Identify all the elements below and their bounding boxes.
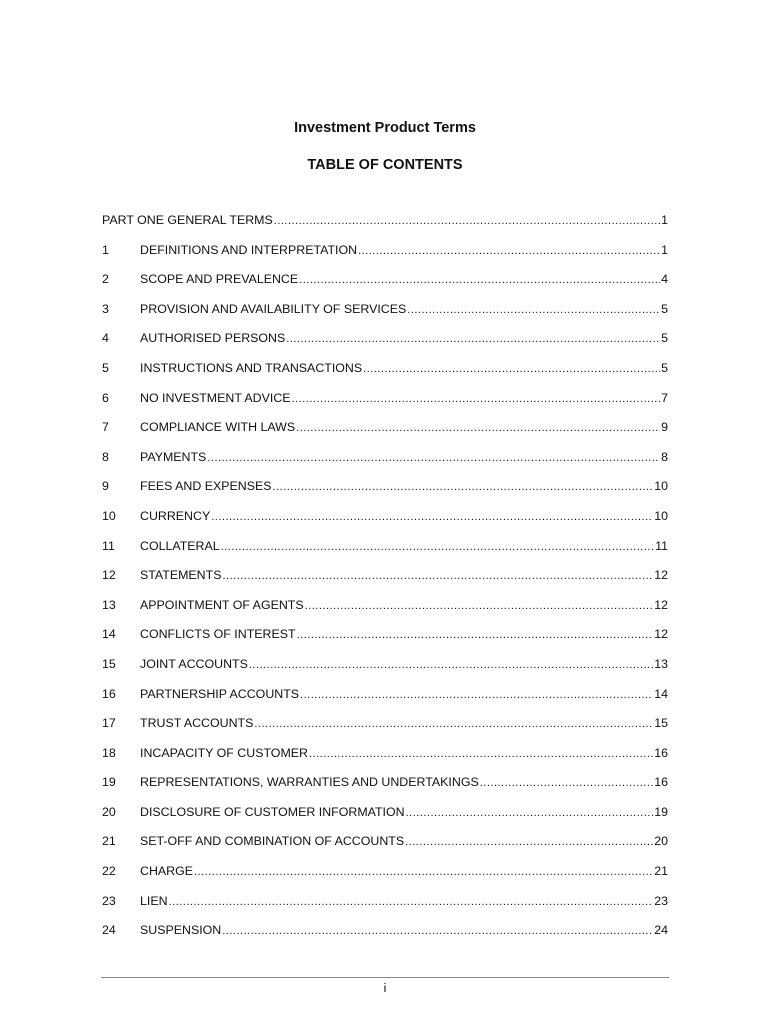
toc-entry[interactable] xyxy=(102,358,668,388)
toc-entry-number: 8 xyxy=(102,449,109,464)
toc-entry[interactable] xyxy=(102,595,668,625)
toc-dot-leader xyxy=(407,300,660,320)
toc-entry-title: TRUST ACCOUNTS xyxy=(140,716,254,731)
toc-entry-title: COMPLIANCE WITH LAWS xyxy=(140,420,296,435)
toc-entry[interactable] xyxy=(102,299,668,329)
toc-entry-page: 9 xyxy=(661,420,668,435)
toc-entry-number: 1 xyxy=(102,242,109,257)
toc-entry-number: 20 xyxy=(102,804,116,819)
table-of-contents xyxy=(102,210,668,950)
toc-dot-leader xyxy=(222,566,653,586)
toc-entry[interactable] xyxy=(102,269,668,299)
toc-dot-leader xyxy=(273,477,654,497)
toc-entry-title: PROVISION AND AVAILABILITY OF SERVICES xyxy=(140,301,407,316)
toc-entry-page: 14 xyxy=(654,686,668,701)
toc-entry-number: 7 xyxy=(102,420,109,435)
toc-entry[interactable] xyxy=(102,684,668,714)
toc-dot-leader xyxy=(211,507,653,527)
toc-dot-leader xyxy=(299,270,660,290)
toc-entry-title: SET-OFF AND COMBINATION OF ACCOUNTS xyxy=(140,834,405,849)
toc-entry-number: 2 xyxy=(102,272,109,287)
toc-entry[interactable] xyxy=(102,654,668,684)
toc-dot-leader xyxy=(221,537,654,557)
toc-entry-number: 12 xyxy=(102,568,116,583)
toc-entry[interactable] xyxy=(102,536,668,566)
toc-entry-page: 16 xyxy=(654,745,668,760)
footer-divider xyxy=(101,977,669,978)
toc-dot-leader xyxy=(292,389,661,409)
toc-entry-title: PAYMENTS xyxy=(140,449,207,464)
toc-entry-number: 3 xyxy=(102,301,109,316)
toc-entry[interactable] xyxy=(102,743,668,773)
toc-entry-title: REPRESENTATIONS, WARRANTIES AND UNDERTAKINGS xyxy=(140,775,479,790)
toc-entry[interactable] xyxy=(102,831,668,861)
toc-entry-page: 16 xyxy=(654,775,668,790)
toc-entry-title: PART ONE GENERAL TERMS xyxy=(102,213,273,227)
toc-entry-page: 10 xyxy=(654,508,668,523)
toc-entry[interactable] xyxy=(102,328,668,358)
toc-dot-leader xyxy=(286,329,660,349)
toc-entry-page: 24 xyxy=(654,923,668,938)
toc-entry-page: 10 xyxy=(654,479,668,494)
toc-dot-leader xyxy=(297,625,654,645)
toc-entry-page: 23 xyxy=(654,893,668,908)
toc-entry[interactable] xyxy=(102,565,668,595)
toc-entry-number: 22 xyxy=(102,864,116,879)
toc-entry-title: INSTRUCTIONS AND TRANSACTIONS xyxy=(140,360,363,375)
toc-entry-title: CURRENCY xyxy=(140,508,211,523)
toc-entry[interactable] xyxy=(102,624,668,654)
toc-entry-page: 12 xyxy=(654,627,668,642)
toc-entry-page: 20 xyxy=(654,834,668,849)
toc-entry[interactable] xyxy=(102,891,668,921)
toc-dot-leader xyxy=(305,596,654,616)
toc-dot-leader xyxy=(405,832,653,852)
toc-entry-title: CONFLICTS OF INTEREST xyxy=(140,627,296,642)
toc-entry-page: 19 xyxy=(654,804,668,819)
toc-entry-title: APPOINTMENT OF AGENTS xyxy=(140,597,304,612)
toc-entry-title: CHARGE xyxy=(140,864,194,879)
toc-entry-number: 13 xyxy=(102,597,116,612)
toc-entry-number: 16 xyxy=(102,686,116,701)
toc-entry-page: 11 xyxy=(655,538,668,553)
toc-entry[interactable] xyxy=(102,861,668,891)
toc-entry-number: 19 xyxy=(102,775,116,790)
toc-dot-leader xyxy=(207,448,660,468)
toc-dot-leader xyxy=(296,418,660,438)
toc-entry-title: JOINT ACCOUNTS xyxy=(140,656,248,671)
toc-heading: TABLE OF CONTENTS xyxy=(307,157,463,173)
toc-entry-number: 23 xyxy=(102,893,116,908)
toc-entry-page: 5 xyxy=(661,360,668,375)
toc-entry-page: 12 xyxy=(654,568,668,583)
toc-entry-title: LIEN xyxy=(140,893,168,908)
toc-entry-page: 7 xyxy=(661,390,668,405)
toc-entry[interactable] xyxy=(102,417,668,447)
document-title: Investment Product Terms xyxy=(294,120,476,136)
toc-entry-page: 5 xyxy=(661,301,668,316)
toc-entry[interactable] xyxy=(102,920,668,950)
toc-entry-number: 6 xyxy=(102,390,109,405)
toc-dot-leader xyxy=(222,921,653,941)
toc-entry-number: 18 xyxy=(102,745,116,760)
toc-entry-title: PARTNERSHIP ACCOUNTS xyxy=(140,686,300,701)
toc-dot-leader xyxy=(274,211,660,231)
toc-entry-title: DISCLOSURE OF CUSTOMER INFORMATION xyxy=(140,804,405,819)
toc-entry-page: 12 xyxy=(654,597,668,612)
toc-entry-page: 4 xyxy=(661,272,668,287)
toc-dot-leader xyxy=(363,359,660,379)
toc-entry-number: 24 xyxy=(102,923,116,938)
toc-entry-title: NO INVESTMENT ADVICE xyxy=(140,390,291,405)
toc-dot-leader xyxy=(194,862,653,882)
toc-entry-page: 15 xyxy=(654,716,668,731)
toc-entry-number: 14 xyxy=(102,627,116,642)
toc-entry[interactable] xyxy=(102,506,668,536)
toc-dot-leader xyxy=(480,773,653,793)
toc-entry-page: 5 xyxy=(661,331,668,346)
toc-entry-number: 21 xyxy=(102,834,116,849)
toc-dot-leader xyxy=(249,655,653,675)
toc-entry-page: 13 xyxy=(654,656,668,671)
toc-dot-leader xyxy=(309,744,653,764)
toc-entry-title: SCOPE AND PREVALENCE xyxy=(140,272,299,287)
toc-entry-number: 10 xyxy=(102,508,116,523)
toc-entry-page: 8 xyxy=(661,449,668,464)
toc-entry-number: 5 xyxy=(102,360,109,375)
toc-entry-title: COLLATERAL xyxy=(140,538,220,553)
toc-entry-number: 15 xyxy=(102,656,116,671)
toc-entry-title: STATEMENTS xyxy=(140,568,222,583)
toc-entry[interactable] xyxy=(102,447,668,477)
toc-entry-number: 17 xyxy=(102,716,116,731)
toc-entry-part-one[interactable] xyxy=(102,210,668,240)
toc-dot-leader xyxy=(358,241,660,261)
toc-entry[interactable] xyxy=(102,476,668,506)
toc-entry[interactable] xyxy=(102,240,668,270)
toc-entry-title: SUSPENSION xyxy=(140,923,222,938)
toc-entry[interactable] xyxy=(102,713,668,743)
toc-entry-title: INCAPACITY OF CUSTOMER xyxy=(140,745,308,760)
toc-entry[interactable] xyxy=(102,388,668,418)
toc-entry-page: 21 xyxy=(654,864,668,879)
page-number: i xyxy=(383,981,387,995)
toc-entry[interactable] xyxy=(102,802,668,832)
toc-dot-leader xyxy=(254,714,653,734)
toc-entry-page: 1 xyxy=(661,242,668,257)
toc-entry-title: FEES AND EXPENSES xyxy=(140,479,272,494)
toc-dot-leader xyxy=(169,892,654,912)
toc-entry[interactable] xyxy=(102,772,668,802)
toc-entry-title: AUTHORISED PERSONS xyxy=(140,331,286,346)
toc-entry-title: DEFINITIONS AND INTERPRETATION xyxy=(140,242,358,257)
toc-dot-leader xyxy=(406,803,654,823)
toc-entry-number: 11 xyxy=(102,538,115,553)
toc-entry-number: 4 xyxy=(102,331,109,346)
toc-entry-page: 1 xyxy=(661,213,668,227)
toc-entry-number: 9 xyxy=(102,479,109,494)
toc-dot-leader xyxy=(300,685,653,705)
